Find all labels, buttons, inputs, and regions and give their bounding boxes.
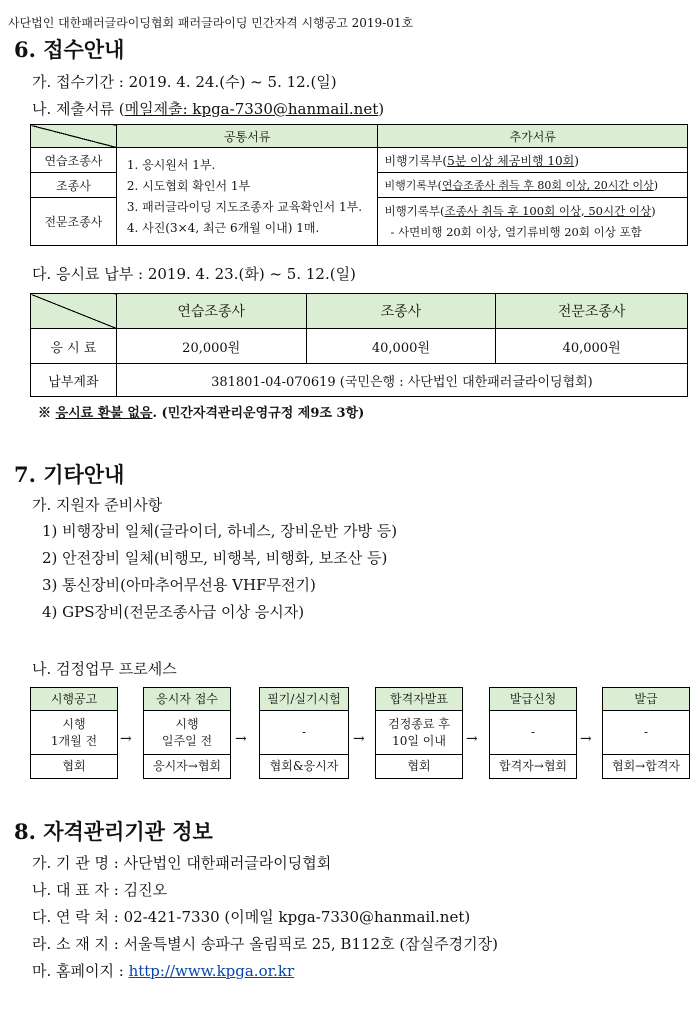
fee-col-pilot: 조종사 xyxy=(306,294,496,329)
fee-col-expert: 전문조종사 xyxy=(496,294,688,329)
home-prefix: 마. 홈페이지 : xyxy=(32,962,129,980)
docs-suffix: ) xyxy=(378,100,385,118)
col-common: 공통서류 xyxy=(116,125,378,148)
account-row-label: 납부계좌 xyxy=(31,364,117,397)
extra-doc-expert xyxy=(378,198,688,246)
fee-title: 다. 응시료 납부 : 2019. 4. 23.(화) ~ 5. 12.(일) xyxy=(32,265,356,283)
step-detail-line: 검정종료 후 xyxy=(388,716,450,731)
docs-email: 메일제출: kpga-7330@hanmail.net xyxy=(124,100,379,118)
common-item: 3. 패러글라이딩 지도조종자 교육확인서 1부. xyxy=(126,199,363,214)
process-step xyxy=(602,687,690,779)
step-detail-line: 10일 이내 xyxy=(392,733,446,748)
note-suffix: . (민간자격관리운영규정 제9조 3항) xyxy=(152,406,365,421)
arrow-icon: → xyxy=(120,731,132,747)
addr-line: 라. 소 재 지 : 서울특별시 송파구 올림픽로 25, B112호 (잠실주경기장) xyxy=(32,935,498,953)
step-detail-line: 시행 xyxy=(175,716,199,731)
process-step xyxy=(375,687,463,779)
step-detail xyxy=(31,711,117,755)
common-docs-cell xyxy=(116,148,378,246)
step-title: 발급신청 xyxy=(490,688,576,711)
col-extra: 추가서류 xyxy=(378,125,688,148)
step-title: 응시자 접수 xyxy=(144,688,230,711)
common-item: 4. 사진(3×4, 최근 6개월 이내) 1매. xyxy=(126,220,320,235)
process-title: 나. 검정업무 프로세스 xyxy=(32,660,177,678)
section-6-title: 6. 접수안내 xyxy=(14,37,125,62)
step-actor: 협회 xyxy=(62,759,86,773)
fee-table xyxy=(30,293,688,397)
docs-prefix: 나. 제출서류 ( xyxy=(32,100,125,118)
extra-suffix: ) xyxy=(574,153,579,168)
prep-title: 가. 지원자 준비사항 xyxy=(32,496,163,514)
rep-line: 나. 대 표 자 : 김진오 xyxy=(32,881,168,899)
step-detail xyxy=(144,711,230,755)
step-detail xyxy=(603,711,689,755)
section-7-title: 7. 기타안내 xyxy=(14,462,125,487)
prep-item: 4) GPS장비(전문조종사급 이상 응시자) xyxy=(42,603,305,621)
step-detail xyxy=(490,711,576,755)
step-detail-line: 1개월 전 xyxy=(50,733,98,748)
extra-doc-pilot xyxy=(378,173,688,198)
step-actor: 협회→합격자 xyxy=(611,759,680,773)
fee-value: 40,000원 xyxy=(306,329,496,364)
fee-row-label: 응 시 료 xyxy=(31,329,117,364)
process-step xyxy=(259,687,349,779)
row-label-expert: 전문조종사 xyxy=(31,198,117,246)
step-detail xyxy=(376,711,462,755)
arrow-icon: → xyxy=(235,731,247,747)
arrow-icon: → xyxy=(466,731,478,747)
prep-item: 3) 통신장비(아마추어무선용 VHF무전기) xyxy=(42,576,316,594)
account-value: 381801-04-070619 (국민은행 : 사단법인 대한패러글라이딩협회) xyxy=(116,364,687,397)
row-label-trainee: 연습조종사 xyxy=(31,148,117,173)
extra-suffix: ) xyxy=(651,203,656,218)
fee-col-trainee: 연습조종사 xyxy=(116,294,306,329)
docs-table xyxy=(30,124,688,246)
extra-prefix: 비행기록부( xyxy=(384,203,445,218)
homepage-line xyxy=(32,960,294,981)
step-actor: 합격자→협회 xyxy=(498,759,567,773)
step-detail-line: - xyxy=(301,725,307,739)
prep-item: 1) 비행장비 일체(글라이더, 하네스, 장비운반 가방 등) xyxy=(42,522,398,540)
doc-header: 사단법인 대한패러글라이딩협회 패러글라이딩 민간자격 시행공고 2019-01호 xyxy=(8,16,414,30)
docs-line xyxy=(32,98,384,119)
process-step xyxy=(489,687,577,779)
step-detail xyxy=(260,711,348,755)
extra-line2: - 사면비행 20회 이상, 열기류비행 20회 이상 포함 xyxy=(390,224,642,239)
docs-table-corner xyxy=(31,125,117,148)
step-title: 발급 xyxy=(603,688,689,711)
arrow-icon: → xyxy=(580,731,592,747)
arrow-icon: → xyxy=(353,731,365,747)
common-item: 1. 응시원서 1부. xyxy=(126,157,216,172)
extra-suffix: ) xyxy=(653,179,659,192)
step-title: 시행공고 xyxy=(31,688,117,711)
homepage-link[interactable]: http://www.kpga.or.kr xyxy=(128,962,295,980)
extra-underlined: 조종사 취득 후 100회 이상, 50시간 이상 xyxy=(444,203,652,218)
process-step xyxy=(30,687,118,779)
step-title: 필기/실기시험 xyxy=(260,688,348,711)
step-detail-line: 일주일 전 xyxy=(161,733,213,748)
extra-underlined: 5분 이상 체공비행 10회 xyxy=(447,153,575,168)
step-title: 합격자발표 xyxy=(376,688,462,711)
process-step xyxy=(143,687,231,779)
org-line: 가. 기 관 명 : 사단법인 대한패러글라이딩협회 xyxy=(32,854,332,872)
note-prefix: ※ xyxy=(38,406,56,421)
step-actor: 응시자→협회 xyxy=(152,759,221,773)
step-actor: 협회&응시자 xyxy=(269,759,339,773)
prep-item: 2) 안전장비 일체(비행모, 비행복, 비행화, 보조산 등) xyxy=(42,549,388,567)
extra-underlined: 연습조종사 취득 후 80회 이상, 20시간 이상 xyxy=(441,179,654,192)
extra-prefix: 비행기록부( xyxy=(384,153,448,168)
refund-note xyxy=(38,402,364,421)
extra-doc-trainee xyxy=(378,148,688,173)
step-detail-line: 시행 xyxy=(62,716,86,731)
section-8-title: 8. 자격관리기관 정보 xyxy=(14,819,213,844)
fee-table-corner xyxy=(31,294,117,329)
note-underlined: 응시료 환불 없음 xyxy=(55,406,153,421)
step-detail-line: - xyxy=(530,725,536,739)
step-actor: 협회 xyxy=(407,759,431,773)
row-label-pilot: 조종사 xyxy=(31,173,117,198)
extra-prefix: 비행기록부( xyxy=(384,179,442,192)
period-line: 가. 접수기간 : 2019. 4. 24.(수) ~ 5. 12.(일) xyxy=(32,73,337,91)
common-item: 2. 시도협회 확인서 1부 xyxy=(126,178,251,193)
contact-line: 다. 연 락 처 : 02-421-7330 (이메일 kpga-7330@hanmail.net) xyxy=(32,908,471,926)
fee-value: 20,000원 xyxy=(116,329,306,364)
fee-value: 40,000원 xyxy=(496,329,688,364)
step-detail-line: - xyxy=(643,725,649,739)
